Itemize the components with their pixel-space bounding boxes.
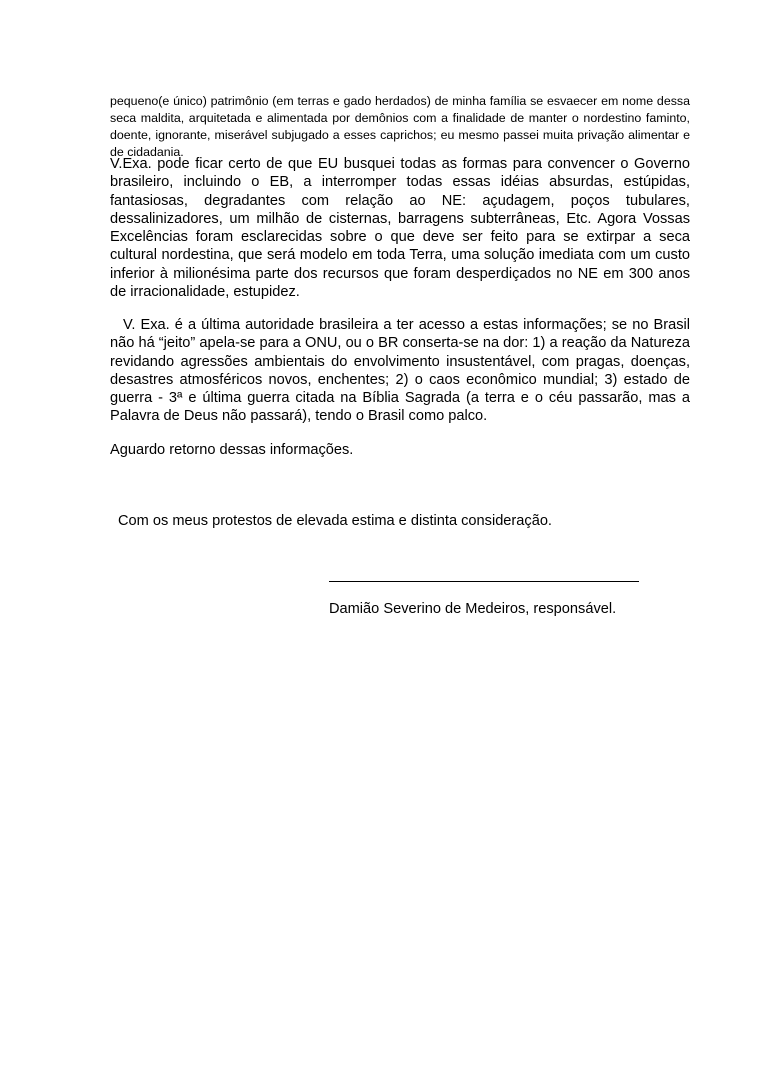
paragraph-government-efforts: V.Exa. pode ficar certo de que EU busquei todas as formas para convencer o Governo brasileiro, incluindo o EB, a interromper todas essas idéias absurdas, estúpidas, fantasiosas, degradantes com relação ao NE: açudagem, poços tubulares, dessalinizadores, um milhão de cisternas, barragens subterrâneas, Etc. Agora Vossas Excelências foram esclarecidas sobre o que deve ser feito para se extirpar a seca cultural nordestina, que será modelo em toda Terra, uma solução imediata com um custo inferior à milionésima parte dos recursos que foram desperdiçados no NE em 300 anos de irracionalidade, estupidez.: [110, 156, 690, 301]
paragraph-awaiting-reply: Aguardo retorno dessas informações.: [110, 442, 354, 458]
paragraph-last-authority: V. Exa. é a última autoridade brasileira a ter acesso a estas informações; se no Brasil não há “jeito” apela-se para a ONU, ou o BR conserta-se na dor: 1) a reação da Natureza revidando agressões ambientais do envolvimento insustentável, com pragas, doenças, desastres atmosféricos novos, enchentes; 2) o caos econômico mundial; 3) estado de guerra - 3ª e última guerra citada na Bíblia Sagrada (a terra e o céu passarão, mas a Palavra de Deus não passará), tendo o Brasil como palco.: [110, 317, 690, 425]
paragraph-patrimony: pequeno(e único) patrimônio (em terras e gado herdados) de minha família se esvaecer em nome dessa seca maldita, arquitetada e alimentada por demônios com a finalidade de manter o nordestino faminto, doente, ignorante, miserável subjugado a esses caprichos; eu mesmo passei muita privação alimentar e de cidadania.: [110, 94, 690, 159]
signature-name: Damião Severino de Medeiros, responsável.: [329, 601, 617, 617]
signature-line: [329, 581, 639, 582]
closing-salutation: Com os meus protestos de elevada estima e distinta consideração.: [118, 513, 552, 529]
